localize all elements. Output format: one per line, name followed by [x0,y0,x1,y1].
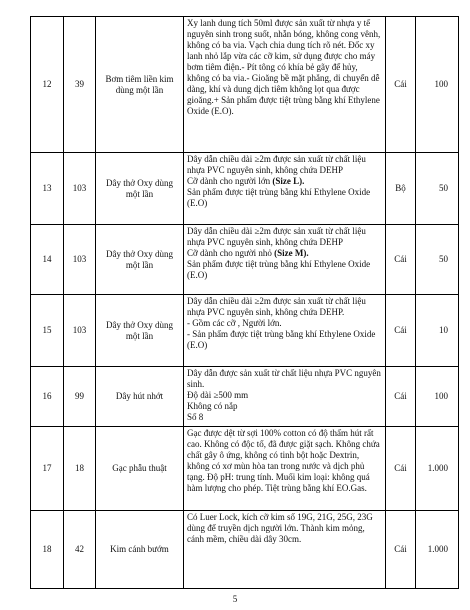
table-row [31,295,459,367]
description-text: Dây dẫn được sản xuất từ chất liệu nhựa PVC nguyên sinh. [187,368,381,389]
quantity-cell: 1.000 [416,511,459,589]
product-name-cell: Dây thở Oxy dùng một lần [96,153,184,225]
product-name-cell: Dây thở Oxy dùng một lần [96,295,184,367]
stt-cell: 18 [31,511,64,589]
product-name-cell: Dây hút nhớt [96,367,184,427]
description-text: Dây dẫn chiều dài ≥2m được sản xuất từ chất liệu nhựa PVC nguyên sinh, không chứa DEHP [187,226,366,247]
description-text: - Sản phẩm được tiệt trùng bằng khí Ethylene Oxide (E.O) [187,329,376,350]
quantity-cell: 10 [416,295,459,367]
product-table [30,16,459,589]
unit-cell: Cái [386,295,416,367]
quantity-cell: 50 [416,153,459,225]
table-row [31,367,459,427]
description-text: Gạc được dệt từ sợi 100% cotton có độ thấm hút rất cao. Không có độc tố, đã được giặt sạch. Không chứa chất gây ô ứng, không có tinh bột hoặc Dextrin, không có xơ mùn hòa tan trong nước và dịch phủ tạng. Độ pH: trung tính. Muối kim loại: không quá hàm lượng cho phép. Tiệt trùng bằng khí EO.Gas. [187,428,380,493]
product-name-cell: Kim cánh bướm [96,511,184,589]
description-text: Có Luer Lock, kích cỡ kim số 19G, 21G, 25G, 23G dùng để truyền dịch người lớn. Thành kim mỏng, cánh mềm, chiều dài dây 30cm. [187,512,373,544]
unit-cell: Bộ [386,153,416,225]
stt-cell: 12 [31,17,64,153]
table-row [31,17,459,153]
code-cell: 103 [64,225,96,295]
code-cell: 103 [64,153,96,225]
stt-cell: 17 [31,427,64,511]
stt-cell: 13 [31,153,64,225]
quantity-cell: 50 [416,225,459,295]
quantity-cell: 100 [416,17,459,153]
description-cell [184,511,386,589]
unit-cell: Cái [386,427,416,511]
unit-cell: Cái [386,367,416,427]
unit-cell: Cái [386,511,416,589]
quantity-cell: 1.000 [416,427,459,511]
product-name-cell: Bơm tiêm liền kim dùng một lần [96,17,184,153]
stt-cell: 16 [31,367,64,427]
sterilization-text: Sản phẩm được tiệt trùng bằng khí Ethylene Oxide (E.O) [187,187,371,208]
unit-cell: Cái [386,225,416,295]
stt-cell: 15 [31,295,64,367]
code-cell: 103 [64,295,96,367]
code-cell: 18 [64,427,96,511]
quantity-cell: 100 [416,367,459,427]
description-text: Dây dẫn chiều dài ≥2m được sản xuất từ chất liệu nhựa PVC nguyên sinh, không chứa DEHP [187,154,366,175]
size-label: Cỡ dành cho người nhỏ [187,248,275,258]
code-cell: 99 [64,367,96,427]
description-text: - Gồm các cỡ , Người lớn. [187,318,282,328]
code-cell: 42 [64,511,96,589]
stt-cell: 14 [31,225,64,295]
description-cell [184,153,386,225]
code-cell: 39 [64,17,96,153]
sterilization-text: Sản phẩm được tiệt trùng bằng khí Ethylene Oxide (E.O) [187,259,371,280]
description-cell [184,17,386,153]
size-line [187,248,382,259]
table-row [31,153,459,225]
description-cell [184,427,386,511]
description-text: Không có nắp [187,401,238,411]
page-number: 5 [232,594,238,604]
size-line [187,176,382,187]
description-text: Số 8 [187,412,204,422]
description-cell [184,367,386,427]
table-row [31,427,459,511]
description-text: Xy lanh dung tích 50ml được sản xuất từ nhựa y tế nguyên sinh trong suốt, nhẵn bóng, không cong vênh, không có ba via. Vạch chia dung tích rõ nét. Đốc xy lanh nhỏ lắp vừa các cỡ kim, sử dụng được cho máy bơm tiêm điện.- Pít tông có khía bẻ gãy để hủy, không có ba via.- Gioăng bề mặt phẳng, di chuyển dễ dàng, khí và dung dịch tiêm không lọt qua được gioăng.+ Sản phẩm được tiệt trùng bằng khí Ethylene Oxide (E.O). [187,18,381,116]
size-value: (Size L). [272,176,305,186]
size-value: (Size M). [274,248,309,258]
table-row [31,225,459,295]
description-cell [184,225,386,295]
description-text: Dây dẫn chiều dài ≥2m được sản xuất từ chất liệu nhựa PVC nguyên sinh, không chứa DEHP. [187,296,366,317]
description-text: Độ dài ≥500 mm [187,390,249,400]
size-label: Cỡ dành cho người lớn [187,176,273,186]
product-name-cell: Dây thở Oxy dùng một lần [96,225,184,295]
table-row [31,511,459,589]
description-cell [184,295,386,367]
unit-cell: Cái [386,17,416,153]
product-name-cell: Gạc phẫu thuật [96,427,184,511]
